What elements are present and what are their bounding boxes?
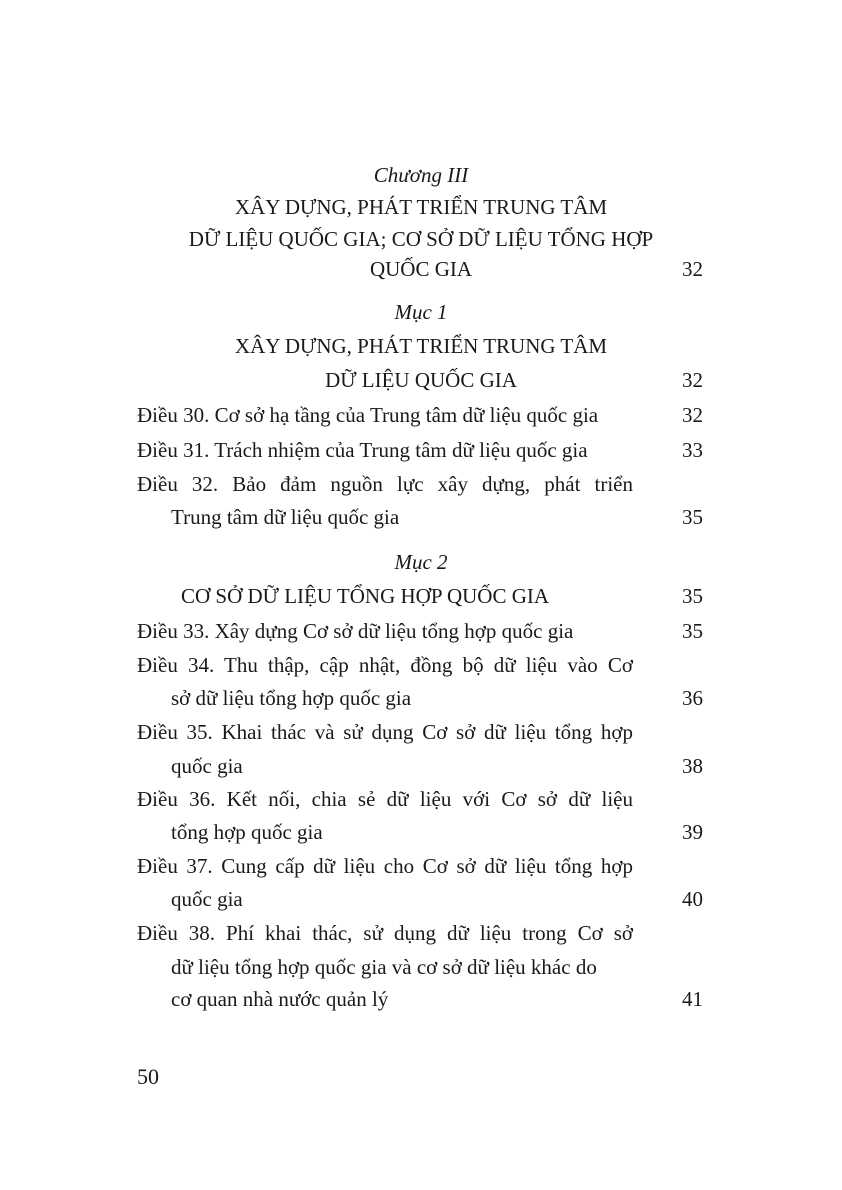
toc-entry-article-38-cont-2: cơ quan nhà nước quản lý bbox=[171, 987, 389, 1011]
toc-entry-article-38[interactable]: Điều 38. Phí khai thác, sử dụng dữ liệu trong Cơ sở bbox=[137, 921, 633, 945]
toc-entry-article-35-cont: quốc gia bbox=[171, 754, 243, 778]
chapter-title-line-3: QUỐC GIA bbox=[369, 257, 473, 281]
section1-label: Mục 1 bbox=[394, 300, 448, 324]
toc-entry-article-33[interactable]: Điều 33. Xây dựng Cơ sở dữ liệu tổng hợp quốc gia bbox=[137, 619, 574, 643]
toc-entry-article-30[interactable]: Điều 30. Cơ sở hạ tầng của Trung tâm dữ liệu quốc gia bbox=[137, 403, 599, 427]
toc-entry-article-32-cont: Trung tâm dữ liệu quốc gia bbox=[171, 505, 400, 529]
toc-entry-article-35[interactable]: Điều 35. Khai thác và sử dụng Cơ sở dữ liệu tổng hợp bbox=[137, 720, 633, 744]
section1-title-line-2: DỮ LIỆU QUỐC GIA bbox=[325, 368, 517, 392]
toc-entry-article-36-page: 39 bbox=[682, 820, 703, 844]
toc-entry-article-32[interactable]: Điều 32. Bảo đảm nguồn lực xây dựng, phát triển bbox=[137, 472, 633, 496]
toc-entry-article-36[interactable]: Điều 36. Kết nối, chia sẻ dữ liệu với Cơ sở dữ liệu bbox=[137, 787, 633, 811]
toc-entry-article-34-cont: sở dữ liệu tổng hợp quốc gia bbox=[171, 686, 412, 710]
toc-entry-article-35-page: 38 bbox=[682, 754, 703, 778]
toc-entry-article-33-page: 35 bbox=[682, 619, 703, 643]
toc-entry-article-34-page: 36 bbox=[682, 686, 703, 710]
section1-title-line-1: XÂY DỰNG, PHÁT TRIỂN TRUNG TÂM bbox=[234, 334, 608, 358]
chapter-page-number: 32 bbox=[682, 257, 703, 281]
toc-entry-article-38-cont-1: dữ liệu tổng hợp quốc gia và cơ sở dữ liệu khác do bbox=[171, 955, 597, 979]
toc-entry-article-37-page: 40 bbox=[682, 887, 703, 911]
toc-entry-article-31-page: 33 bbox=[682, 438, 703, 462]
chapter-title-line-2: DỮ LIỆU QUỐC GIA; CƠ SỞ DỮ LIỆU TỔNG HỢP bbox=[188, 227, 654, 251]
page-folio-number: 50 bbox=[137, 1064, 159, 1089]
toc-entry-article-31[interactable]: Điều 31. Trách nhiệm của Trung tâm dữ liệu quốc gia bbox=[137, 438, 588, 462]
toc-entry-article-37[interactable]: Điều 37. Cung cấp dữ liệu cho Cơ sở dữ liệu tổng hợp bbox=[137, 854, 633, 878]
toc-entry-article-34[interactable]: Điều 34. Thu thập, cập nhật, đồng bộ dữ liệu vào Cơ bbox=[137, 653, 633, 677]
toc-entry-article-36-cont: tổng hợp quốc gia bbox=[171, 820, 323, 844]
chapter-label: Chương III bbox=[373, 163, 469, 187]
section2-title: CƠ SỞ DỮ LIỆU TỔNG HỢP QUỐC GIA bbox=[181, 584, 550, 608]
toc-entry-article-38-page: 41 bbox=[682, 987, 703, 1011]
section1-page-number: 32 bbox=[682, 368, 703, 392]
chapter-title-line-1: XÂY DỰNG, PHÁT TRIỂN TRUNG TÂM bbox=[234, 195, 608, 219]
section2-page-number: 35 bbox=[682, 584, 703, 608]
toc-entry-article-30-page: 32 bbox=[682, 403, 703, 427]
toc-entry-article-32-page: 35 bbox=[682, 505, 703, 529]
section2-label: Mục 2 bbox=[394, 550, 448, 574]
toc-entry-article-37-cont: quốc gia bbox=[171, 887, 243, 911]
